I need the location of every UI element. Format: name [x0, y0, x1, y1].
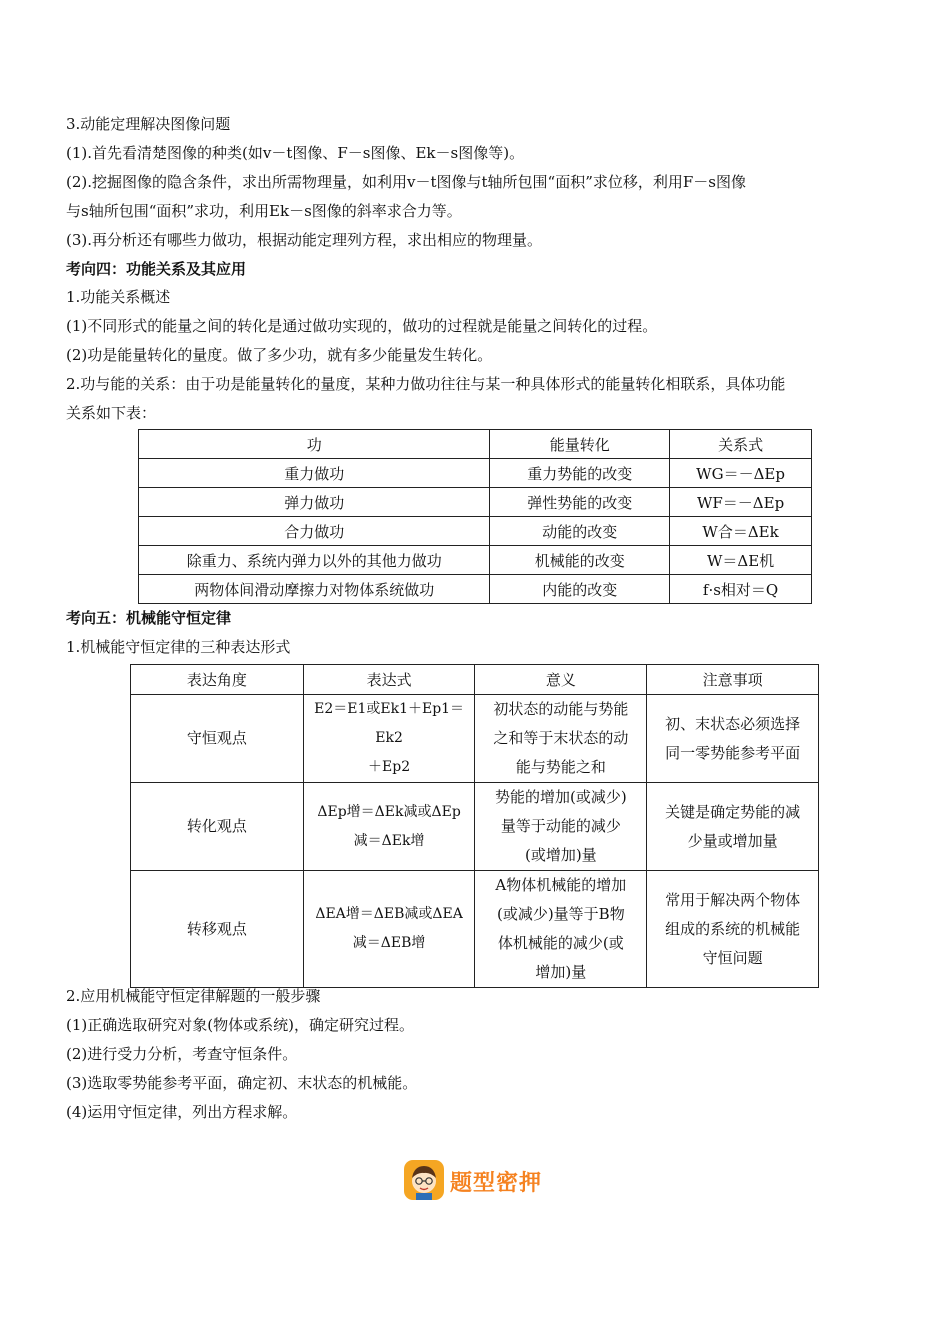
- work-energy-table: [138, 429, 812, 604]
- section3-p2b: 与s轴所包围“面积”求功，利用Ek－s图像的斜率求合力等。: [66, 202, 462, 220]
- section5-sub1: 1.机械能守恒定律的三种表达形式: [66, 638, 291, 656]
- note-cell: [647, 783, 819, 871]
- table-cell: 守恒观点: [131, 695, 304, 783]
- formula-cell: [303, 783, 475, 871]
- table-cell: 弹性势能的改变: [490, 488, 670, 517]
- table-header: 能量转化: [490, 430, 670, 459]
- note-line: 少量或增加量: [687, 831, 778, 850]
- question-type-logo: [404, 1160, 550, 1200]
- table-row: [139, 575, 812, 604]
- note-cell: [647, 871, 819, 988]
- formula-line: ＋Ep2: [368, 759, 411, 775]
- table-cell: 动能的改变: [490, 517, 670, 546]
- section3-p1: (1).首先看清楚图像的种类(如v－t图像、F－s图像、Ek－s图像等)。: [66, 144, 525, 162]
- table-row: [139, 459, 812, 488]
- table-cell: 重力势能的改变: [490, 459, 670, 488]
- table-header: 关系式: [670, 430, 812, 459]
- table-cell: 内能的改变: [490, 575, 670, 604]
- table-cell: WF＝－ΔEp: [670, 488, 812, 517]
- meaning-line: 量等于动能的减少: [500, 817, 621, 835]
- section3-p2a: (2).挖掘图像的隐含条件，求出所需物理量，如利用v－t图像与t轴所包围“面积”求位移，利用F－s图像: [66, 173, 746, 191]
- formula-line: ΔEp增＝ΔEk减或ΔEp: [317, 803, 461, 820]
- table-cell: W合＝ΔEk: [670, 517, 812, 546]
- logo-text: 题型密押: [450, 1171, 543, 1196]
- table-header: 表达式: [303, 665, 475, 695]
- table-row: [131, 695, 819, 783]
- table-header: 表达角度: [131, 665, 304, 695]
- meaning-line: 能与势能之和: [515, 758, 606, 776]
- table-header: 意义: [475, 665, 647, 695]
- formula-cell: [303, 871, 475, 988]
- meaning-line: 体机械能的减少(或: [497, 934, 624, 952]
- meaning-cell: [475, 695, 647, 783]
- section6-title: 2.应用机械能守恒定律解题的一般步骤: [66, 987, 321, 1005]
- note-line: 同一零势能参考平面: [665, 743, 801, 762]
- section6-step3: (3)选取零势能参考平面，确定初、末状态的机械能。: [66, 1074, 418, 1092]
- conservation-table: [130, 664, 819, 988]
- formula-line: 减＝ΔEB增: [352, 935, 426, 951]
- meaning-cell: [475, 871, 647, 988]
- meaning-line: 增加)量: [535, 963, 587, 981]
- heading-section5: 考向五：机械能守恒定律: [66, 609, 232, 627]
- table-header-row: [131, 665, 819, 695]
- meaning-line: A物体机械能的增加: [495, 876, 627, 894]
- section6-step4: (4)运用守恒定律，列出方程求解。: [66, 1103, 298, 1121]
- note-cell: [647, 695, 819, 783]
- section3-title: 3.动能定理解决图像问题: [66, 115, 231, 133]
- table-cell: W＝ΔE机: [670, 546, 812, 575]
- meaning-line: 之和等于末状态的动: [493, 729, 629, 747]
- table-cell: 弹力做功: [139, 488, 490, 517]
- section6-step2: (2)进行受力分析，考查守恒条件。: [66, 1045, 298, 1063]
- heading-section4: 考向四：功能关系及其应用: [66, 260, 247, 278]
- table-cell: 两物体间滑动摩擦力对物体系统做功: [139, 575, 490, 604]
- table-cell: 除重力、系统内弹力以外的其他力做功: [139, 546, 490, 575]
- table-cell: 重力做功: [139, 459, 490, 488]
- meaning-line: (或减少)量等于B物: [496, 905, 625, 923]
- note-line: 关键是确定势能的减: [665, 802, 801, 821]
- formula-cell: [303, 695, 475, 783]
- table-row: [131, 871, 819, 988]
- formula-line: 减＝ΔEk增: [353, 832, 425, 849]
- table-cell: f·s相对＝Q: [670, 575, 812, 604]
- section3-p3: (3).再分析还有哪些力做功，根据动能定理列方程，求出相应的物理量。: [66, 231, 543, 249]
- table-cell: 合力做功: [139, 517, 490, 546]
- section4-p3b: 关系如下表：: [66, 404, 157, 422]
- table-header: 注意事项: [647, 665, 819, 695]
- table-cell: 机械能的改变: [490, 546, 670, 575]
- formula-line: ΔEA增＝ΔEB减或ΔEA: [315, 906, 463, 922]
- meaning-line: 势能的增加(或减少): [494, 788, 627, 806]
- section4-p3a: 2.功与能的关系：由于功是能量转化的量度，某种力做功往往与某一种具体形式的能量转化相联系，具体功能: [66, 375, 786, 393]
- table-row: [131, 783, 819, 871]
- formula-line: E2＝E1或Ek1＋Ep1＝Ek2: [314, 701, 465, 746]
- note-line: 初、末状态必须选择: [665, 714, 801, 733]
- table-header: 功: [139, 430, 490, 459]
- table-cell: WG＝－ΔEp: [670, 459, 812, 488]
- table-row: [139, 517, 812, 546]
- section4-p1: (1)不同形式的能量之间的转化是通过做功实现的，做功的过程就是能量之间转化的过程。: [66, 317, 658, 335]
- table-header-row: [139, 430, 812, 459]
- table-row: [139, 546, 812, 575]
- table-cell: 转移观点: [131, 871, 304, 988]
- meaning-cell: [475, 783, 647, 871]
- note-line: 常用于解决两个物体: [665, 890, 801, 909]
- note-line: 守恒问题: [702, 948, 763, 967]
- section4-sub1: 1.功能关系概述: [66, 288, 171, 306]
- section4-p2: (2)功是能量转化的量度。做了多少功，就有多少能量发生转化。: [66, 346, 493, 364]
- section6-step1: (1)正确选取研究对象(物体或系统)，确定研究过程。: [66, 1016, 414, 1034]
- meaning-line: 初状态的动能与势能: [493, 700, 629, 718]
- meaning-line: (或增加)量: [524, 846, 597, 864]
- table-row: [139, 488, 812, 517]
- table-cell: 转化观点: [131, 783, 304, 871]
- note-line: 组成的系统的机械能: [665, 919, 801, 938]
- teacher-avatar-icon: [404, 1160, 444, 1200]
